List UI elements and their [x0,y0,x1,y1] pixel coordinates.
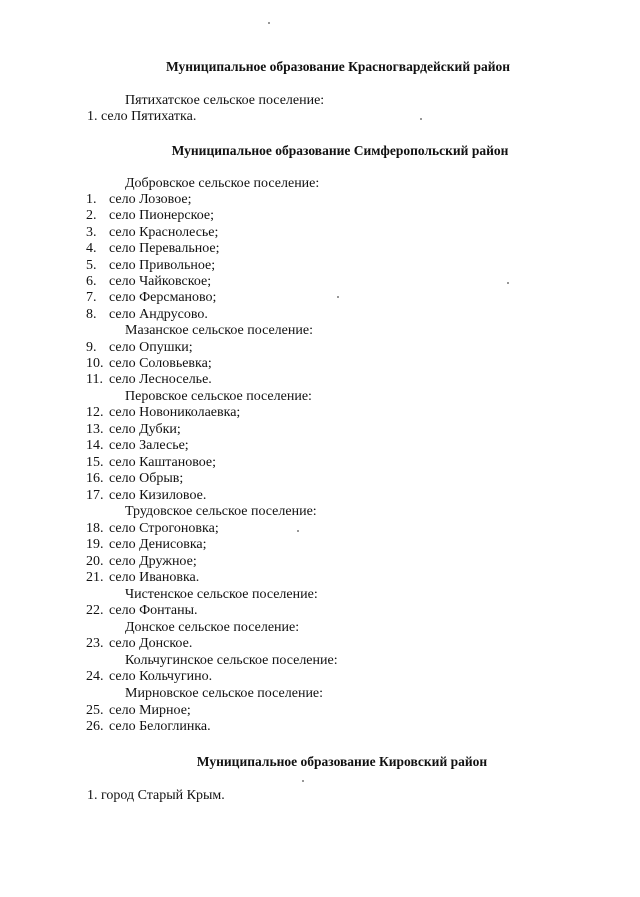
list-item [86,471,183,487]
settlement-heading: Перовское сельское поселение: [125,389,312,404]
list-item [86,241,220,257]
item-text: село Опушки; [109,340,193,355]
item-number: 20. [86,554,104,569]
item-text: село Залесье; [109,438,189,453]
item-text: село Краснолесье; [109,225,219,240]
item-text: село Новониколаевка; [109,405,241,420]
item-number: 18. [86,521,104,536]
item-number: 8. [86,307,97,322]
settlement-heading: Донское сельское поселение: [125,620,300,635]
scan-speck [337,296,339,298]
item-number: 23. [86,636,104,651]
item-text: село Строгоновка; [109,521,219,536]
item-number: 15. [86,455,104,470]
item-text: село Мирное; [109,703,191,718]
list-item [86,274,211,290]
list-item: 1. город Старый Крым. [87,788,225,803]
list-item: 1. село Пятихатка. [87,109,197,124]
scan-speck [507,282,509,284]
list-item [86,307,208,323]
list-item [86,372,212,388]
list-item [86,455,216,471]
item-number: 19. [86,537,104,552]
item-number: 21. [86,570,104,585]
item-text: село Фонтаны. [109,603,198,618]
scan-speck [302,780,304,782]
item-text: село Кольчугино. [109,669,213,684]
list-item [86,703,191,719]
list-item [86,719,211,735]
item-text: село Каштановое; [109,455,217,470]
list-item [86,356,212,372]
item-text: село Дубки; [109,422,181,437]
list-item [86,570,199,586]
item-number: 11. [86,372,103,387]
section-heading-simferopolsky: Муниципальное образование Симферопольский район [171,143,509,158]
item-text: село Дружное; [109,554,197,569]
item-text: село Чайковское; [109,274,212,289]
item-number: 26. [86,719,104,734]
item-text: село Перевальное; [109,241,220,256]
item-text: село Привольное; [109,258,216,273]
list-item [86,488,206,504]
list-item [86,340,193,356]
settlement-heading: Пятихатское сельское поселение: [125,93,325,108]
item-text: село Соловьевка; [109,356,212,371]
list-item [86,603,198,619]
settlement-heading: Добровское сельское поселение: [125,176,320,191]
item-number: 12. [86,405,104,420]
scan-speck [297,530,299,532]
list-item [86,521,219,537]
list-item [86,554,197,570]
settlement-heading: Трудовское сельское поселение: [125,504,317,519]
item-number: 6. [86,274,97,289]
item-number: 16. [86,471,104,486]
item-number: 24. [86,669,104,684]
item-text: село Донское. [109,636,193,651]
list-item [86,537,207,553]
settlement-heading: Кольчугинское сельское поселение: [125,653,338,668]
list-item [86,290,216,306]
item-text: село Обрыв; [109,471,184,486]
list-item [86,669,212,685]
item-text: село Пионерское; [109,208,214,223]
settlement-heading: Мазанское сельское поселение: [125,323,313,338]
item-number: 2. [86,208,97,223]
list-item [86,225,218,241]
item-text: село Белоглинка. [109,719,211,734]
item-text: село Ферсманово; [109,290,217,305]
item-text: село Кизиловое. [109,488,207,503]
item-number: 7. [86,290,97,305]
item-text: село Денисовка; [109,537,207,552]
scan-speck [420,118,422,120]
item-text: село Лесноселье. [109,372,212,387]
item-number: 3. [86,225,97,240]
item-number: 1. [86,192,97,207]
scan-speck [268,22,270,24]
settlement-heading: Мирновское сельское поселение: [125,686,324,701]
item-number: 4. [86,241,97,256]
section-heading-kirovsky: Муниципальное образование Кировский район [196,754,488,769]
item-text: село Андрусово. [109,307,208,322]
item-number: 22. [86,603,104,618]
settlement-heading: Чистенское сельское поселение: [125,587,318,602]
item-number: 5. [86,258,97,273]
item-number: 10. [86,356,104,371]
list-item [86,438,189,454]
item-number: 25. [86,703,104,718]
list-item [86,405,240,421]
item-text: село Ивановка. [109,570,200,585]
list-item [86,192,191,208]
item-number: 9. [86,340,97,355]
list-item [86,208,214,224]
item-text: село Лозовое; [109,192,192,207]
section-heading-krasnogvardeysky: Муниципальное образование Красногвардейский район [165,59,511,74]
list-item [86,258,215,274]
list-item [86,422,181,438]
list-item [86,636,192,652]
item-number: 14. [86,438,104,453]
item-number: 13. [86,422,104,437]
item-number: 17. [86,488,104,503]
